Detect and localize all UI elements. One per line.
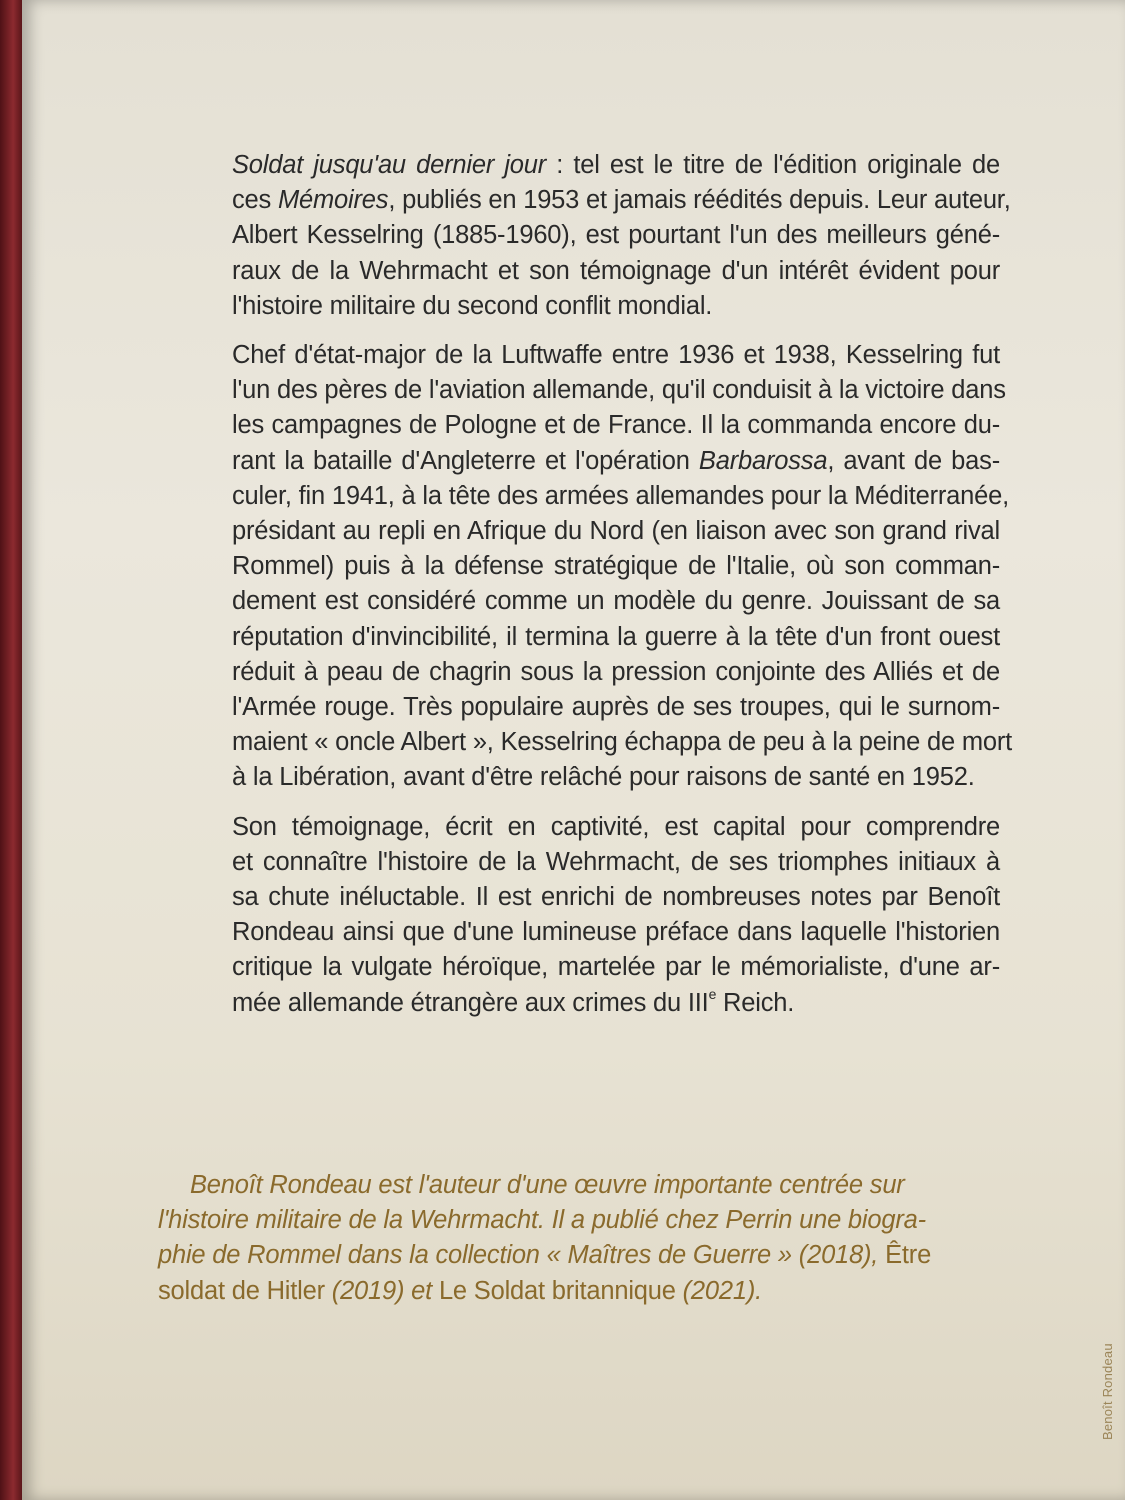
text-run: Rondeau ainsi que d'une lumineuse préface dans laquelle l'historien <box>232 918 1000 947</box>
text-run: réduit à peau de chagrin sous la pression conjointe des Alliés et de <box>232 657 1000 686</box>
text-run: réputation d'invincibilité, il termina la guerre à la tête d'un front ouest <box>232 622 1000 651</box>
author-bio <box>158 1168 1002 1309</box>
text-run: sa chute inéluctable. Il est enrichi de nombreuses notes par Benoît <box>232 883 1000 912</box>
text-run: l'un des pères de l'aviation allemande, qu'il conduisit à la victoire dans <box>232 376 1006 405</box>
text-run: , avant de bas- <box>827 446 1000 475</box>
italic-text: phie de Rommel dans la collection « Maîtres de Guerre » (2018), <box>158 1241 886 1270</box>
text-line <box>180 549 1000 584</box>
text-run: ces <box>232 186 278 215</box>
bio-line <box>158 1168 1002 1203</box>
text-line <box>180 373 1006 408</box>
text-run: e <box>708 986 717 1003</box>
text-run: Rommel) puis à la défense stratégique de l'Italie, où son comman- <box>232 552 1000 581</box>
text-line <box>180 725 1013 760</box>
italic-text: Soldat jusqu'au dernier jour <box>232 151 547 179</box>
text-line <box>180 408 1000 443</box>
italic-text: (2019) et <box>331 1276 439 1305</box>
italic-text: (2021). <box>682 1276 763 1305</box>
bio-line <box>158 1203 1002 1238</box>
paragraph-3 <box>180 810 1000 1021</box>
text-run: culer, fin 1941, à la tête des armées allemandes pour la Méditerranée, <box>232 481 1009 510</box>
text-run: , publiés en 1953 et jamais réédités depuis. Leur auteur, <box>388 186 1011 215</box>
text-run: l'Armée rouge. Très populaire auprès de ses troupes, qui le surnom- <box>232 693 1000 722</box>
text-run: Albert Kesselring (1885-1960), est pourtant l'un des meilleurs géné- <box>232 221 1000 250</box>
text-line <box>180 444 1000 479</box>
text-run: critique la vulgate héroïque, martelée par le mémorialiste, d'une ar- <box>232 953 1000 982</box>
text-line <box>180 915 1000 950</box>
text-line <box>180 880 1000 915</box>
bio-line <box>158 1238 1002 1273</box>
italic-text: Benoît Rondeau est l'auteur d'une œuvre importante centrée sur <box>190 1171 905 1199</box>
text-line <box>180 845 1000 880</box>
text-line <box>180 338 1000 373</box>
text-line <box>180 514 1000 549</box>
text-run: et connaître l'histoire de la Wehrmacht, de ses triomphes initiaux à <box>232 847 1000 876</box>
text-line <box>180 810 1000 845</box>
text-run: raux de la Wehrmacht et son témoignage d'un intérêt évident pour <box>232 256 1000 285</box>
text-line <box>180 655 1000 690</box>
italic-text: l'histoire militaire de la Wehrmacht. Il a publié chez Perrin une biogra- <box>158 1206 926 1235</box>
text-run: l'histoire militaire du second conflit mondial. <box>232 291 713 320</box>
text-run: Son témoignage, écrit en captivité, est capital pour comprendre <box>232 812 1000 841</box>
text-line <box>180 690 1000 725</box>
text-run: présidant au repli en Afrique du Nord (en liaison avec son grand rival <box>232 517 1000 546</box>
text-run: mée allemande étrangère aux crimes du III <box>232 988 709 1017</box>
text-run: Reich. <box>716 988 795 1017</box>
text-run: à la Libération, avant d'être relâché pour raisons de santé en 1952. <box>232 763 975 792</box>
text-line <box>180 254 1000 289</box>
text-line <box>180 584 1000 619</box>
book-title: Le Soldat britannique <box>438 1276 683 1305</box>
text-run: rant la bataille d'Angleterre et l'opération <box>232 446 699 475</box>
description-text <box>180 148 1013 1035</box>
text-line <box>180 760 1000 795</box>
book-cover-edge <box>0 0 22 1500</box>
text-line <box>180 183 1011 218</box>
book-title: Être <box>885 1241 932 1270</box>
text-line <box>180 289 1000 324</box>
text-run: dement est considéré comme un modèle du genre. Jouissant de sa <box>232 587 1000 616</box>
book-title: soldat de Hitler <box>158 1276 332 1305</box>
text-run: les campagnes de Pologne et de France. Il la commanda encore du- <box>232 411 1000 440</box>
text-run: Chef d'état-major de la Luftwaffe entre 1936 et 1938, Kesselring fut <box>232 341 1000 370</box>
paragraph-2 <box>180 338 1013 796</box>
text-run: maient « oncle Albert », Kesselring échappa de peu à la peine de mort <box>232 728 1013 757</box>
text-line <box>180 950 1000 985</box>
text-line <box>180 620 1000 655</box>
bio-line <box>158 1274 1002 1309</box>
text-line <box>180 479 1009 514</box>
text-line <box>180 148 1000 183</box>
paragraph-1 <box>180 148 1011 324</box>
text-line <box>180 218 1000 253</box>
photo-credit: Benoît Rondeau <box>1100 1343 1115 1440</box>
italic-text: Mémoires <box>277 186 389 215</box>
text-line <box>180 986 1000 1021</box>
italic-text: Barbarossa <box>698 446 828 475</box>
text-run: : tel est le titre de l'édition originale de <box>546 151 1000 179</box>
